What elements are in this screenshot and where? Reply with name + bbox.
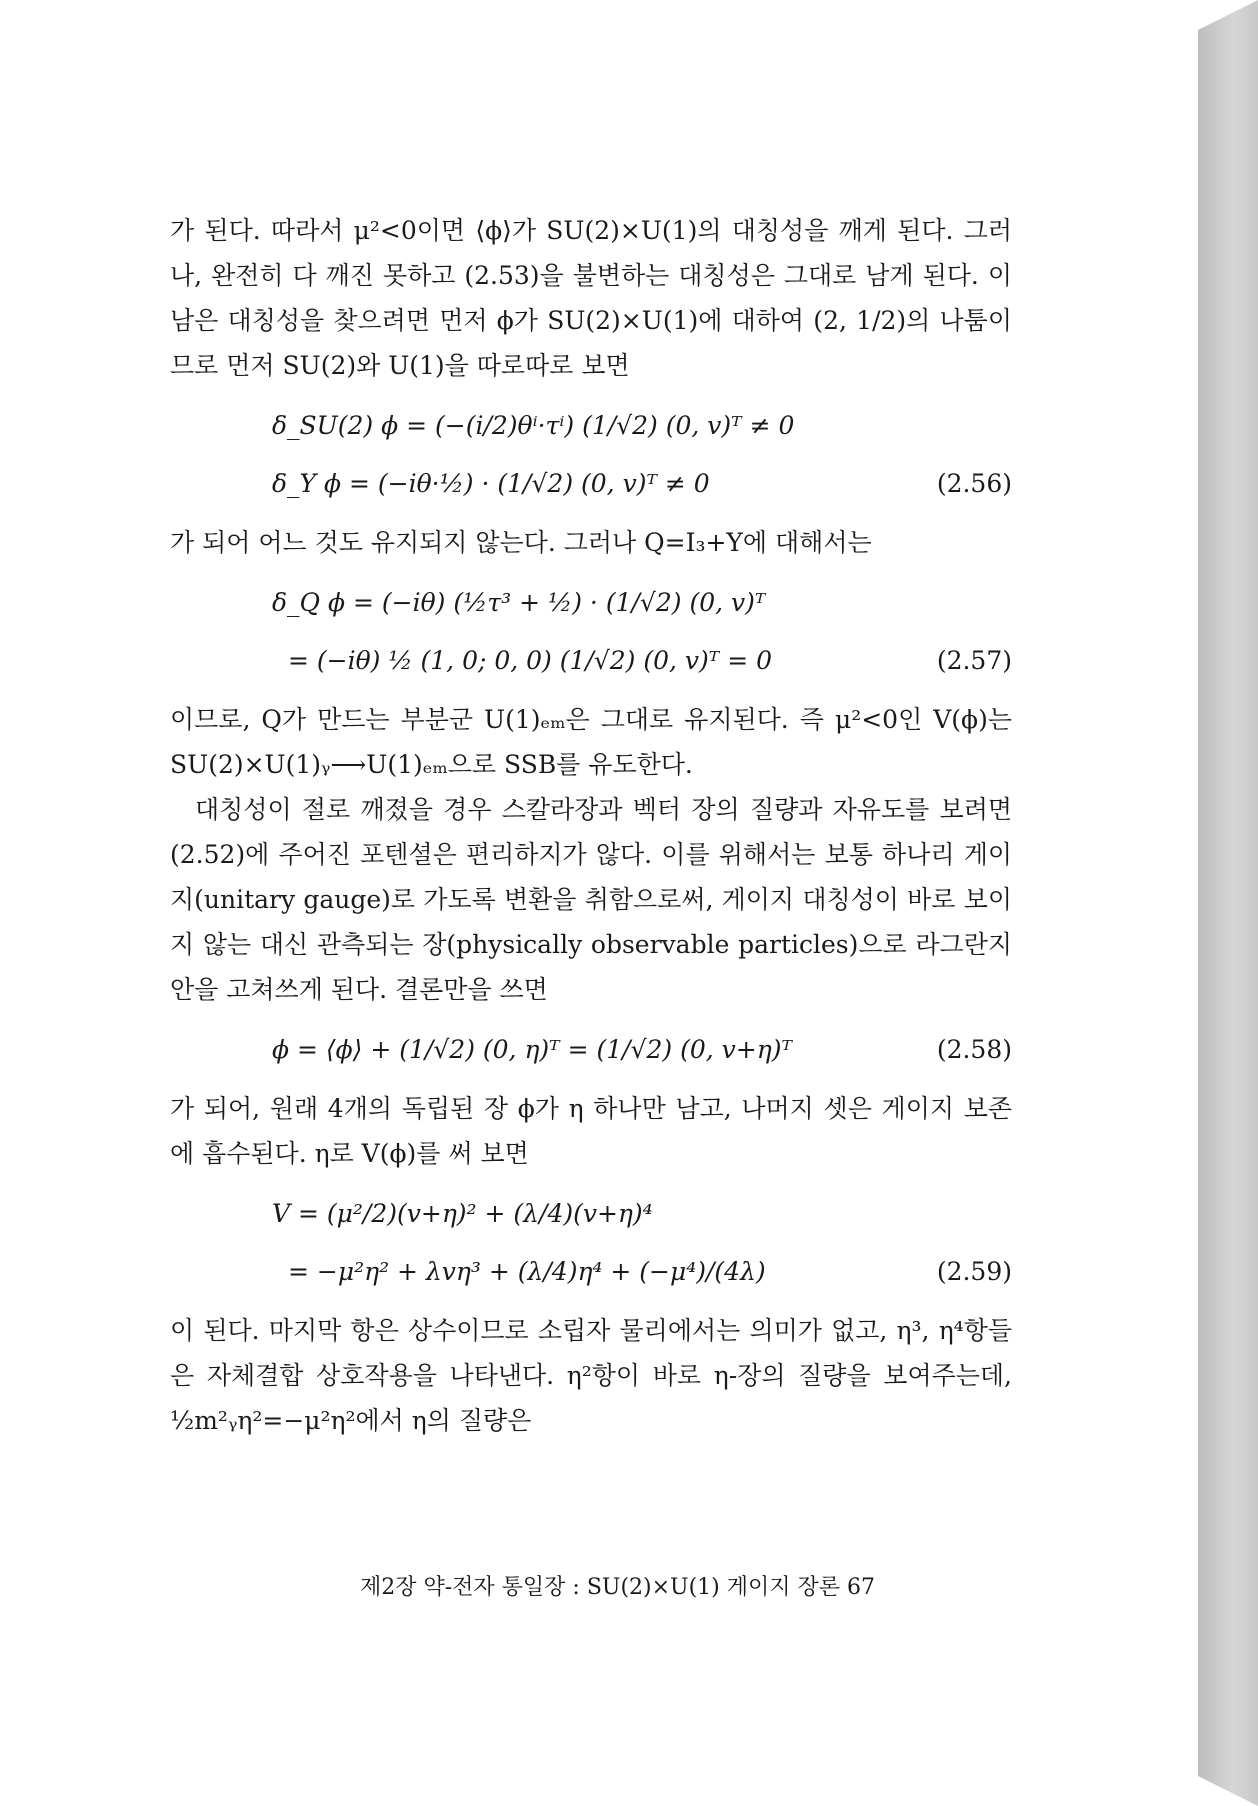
equation-2-56-line1: δ_SU(2) ϕ = (−(i/2)θⁱ·τⁱ) (1/√2) (0, v)ᵀ ≠ 0 [272,410,795,440]
equation-number-2-56: (2.56) [936,468,1012,498]
paragraph-5: 가 되어, 원래 4개의 독립된 장 ϕ가 η 하나만 남고, 나머지 셋은 게이지 보존에 흡수된다. η로 V(ϕ)를 써 보면 [170,1094,1012,1168]
equation-2-56 [170,396,1012,512]
equation-2-57 [170,573,1012,689]
page-content [170,208,1012,1443]
equation-2-56-line2: δ_Y ϕ = (−iθ·½) · (1/√2) (0, v)ᵀ ≠ 0 [272,468,710,498]
equation-2-58 [170,1020,1012,1078]
equation-number-2-58: (2.58) [936,1034,1012,1064]
paragraph-2: 가 되어 어느 것도 유지되지 않는다. 그러나 Q=I₃+Y에 대해서는 [170,528,872,557]
equation-2-57-line1: δ_Q ϕ = (−iθ) (½τ³ + ½) · (1/√2) (0, v)ᵀ [272,587,766,617]
equation-2-59-line2: = −μ²η² + λvη³ + (λ/4)η⁴ + (−μ⁴)/(4λ) [288,1256,766,1286]
paragraph-6: 이 된다. 마지막 항은 상수이므로 소립자 물리에서는 의미가 없고, η³, η⁴항들은 자체결합 상호작용을 나타낸다. η²항이 바로 η-장의 질량을 보여주는데, ½m²ᵧη²=−μ²η²에서 η의 질량은 [170,1316,1012,1435]
paragraph-1: 가 된다. 따라서 μ²<0이면 ⟨ϕ⟩가 SU(2)×U(1)의 대칭성을 깨게 된다. 그러나, 완전히 다 깨진 못하고 (2.53)을 불변하는 대칭성은 그대로 남게 된다. 이 남은 대칭성을 찾으려면 먼저 ϕ가 SU(2)×U(1)에 대하여 (2, 1/2)의 나툼이므로 먼저 SU(2)와 U(1)을 따로따로 보면 [170,216,1012,380]
equation-2-57-line2: = (−iθ) ½ (1, 0; 0, 0) (1/√2) (0, v)ᵀ = 0 [288,645,773,675]
page-edge [1198,0,1258,1806]
paragraph-3: 이므로, Q가 만드는 부분군 U(1)ₑₘ은 그대로 유지된다. 즉 μ²<0인 V(ϕ)는 SU(2)×U(1)ᵧ⟶U(1)ₑₘ으로 SSB를 유도한다. [170,705,1012,779]
equation-2-59 [170,1184,1012,1300]
equation-number-2-57: (2.57) [936,645,1012,675]
running-footer: 제2장 약-전자 통일장 : SU(2)×U(1) 게이지 장론 67 [360,1575,875,1600]
equation-number-2-59: (2.59) [936,1256,1012,1286]
paragraph-4: 대칭성이 절로 깨졌을 경우 스칼라장과 벡터 장의 질량과 자유도를 보려면 (2.52)에 주어진 포텐셜은 편리하지가 않다. 이를 위해서는 보통 하나리 게이지(unitary gauge)로 가도록 변환을 취함으로써, 게이지 대칭성이 바로 보이지 않는 대신 관측되는 장(physically observable particles)으로 라그란지안을 고쳐쓰게 된다. 결론만을 쓰면 [170,795,1012,1004]
page-edge-top [1198,0,1258,30]
equation-2-58-line1: ϕ = ⟨ϕ⟩ + (1/√2) (0, η)ᵀ = (1/√2) (0, v+η)ᵀ [272,1034,792,1064]
equation-2-59-line1: V = (μ²/2)(v+η)² + (λ/4)(v+η)⁴ [272,1198,653,1228]
page-edge-bottom [1198,1776,1258,1806]
